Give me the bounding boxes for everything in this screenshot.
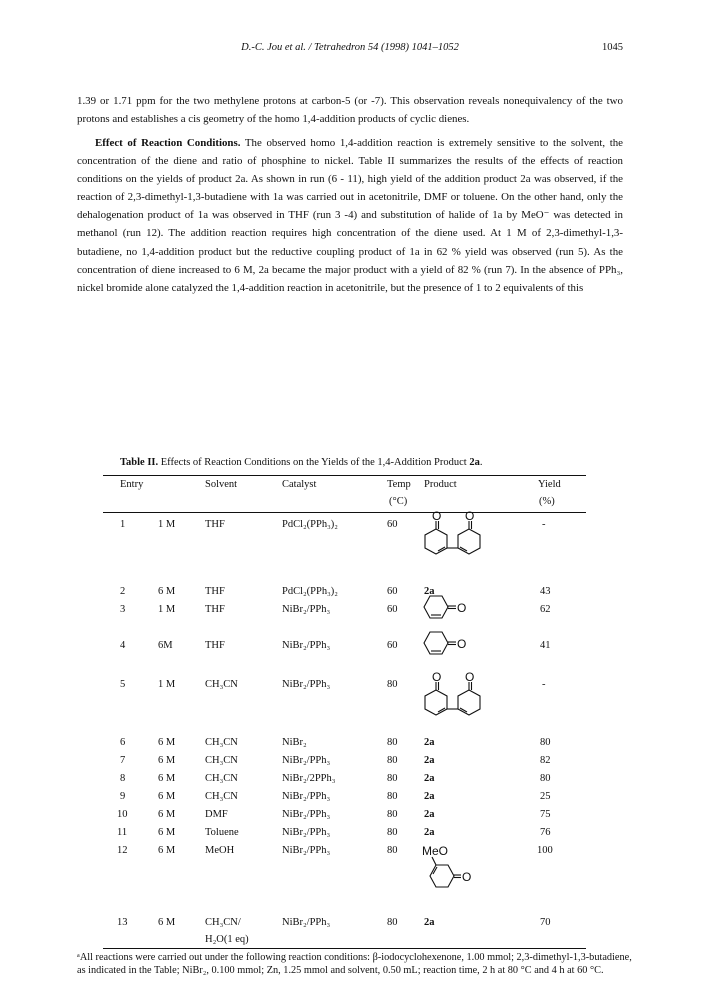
cell-entry: 4: [120, 640, 126, 651]
cell-entry: 5: [120, 679, 126, 690]
table-footnote: ᵃAll reactions were carried out under the following reaction conditions: β-iodocyclohexenone, 1.00 mmol; 2,3-dimethyl-1,3-butadiene, as indicated in the Table; NiBr₂, 0.100 mmol; Zn, 1.25 mmol and solvent, 0.50 mL; reaction time, 2 h at 80 °C and 4 h at 60 °C.: [77, 952, 632, 976]
table-bottom-rule: [103, 948, 586, 949]
cell-entry: 7: [120, 755, 126, 766]
cell-yield: 25: [540, 791, 551, 802]
cell-yield: 76: [540, 827, 551, 838]
cell-conc: 6 M: [158, 845, 176, 856]
cell-conc: 6 M: [158, 755, 176, 766]
table-header-rule: [103, 512, 586, 513]
cell-catalyst: NiBr₂/PPh₃: [282, 604, 331, 615]
cell-catalyst: NiBr₂/PPh₃: [282, 809, 331, 820]
cell-catalyst: NiBr₂/PPh₃: [282, 845, 331, 856]
cell-solvent: THF: [205, 586, 225, 597]
cyclohexenone-structure-2: [418, 629, 478, 665]
cell-temp: 80: [387, 827, 398, 838]
cell-solvent: CH₃CN/: [205, 917, 241, 928]
cell-conc: 6 M: [158, 791, 176, 802]
cell-product: 2a: [424, 737, 435, 748]
oxygen-label: O: [465, 509, 475, 523]
methoxy-label: MeO: [422, 844, 449, 858]
header-product: Product: [424, 479, 457, 490]
cell-conc: 6 M: [158, 773, 176, 784]
paragraph-1: 1.39 or 1.71 ppm for the two methylene protons at carbon-5 (or -7). This observation reveals nonequivalency of the two protons and establishes a cis geometry of the homo 1,4-addition products of cyclic dienes.: [77, 95, 623, 126]
cell-solvent: CH₃CN: [205, 737, 238, 748]
cell-solvent: CH₃CN: [205, 773, 238, 784]
cell-catalyst: NiBr₂/2PPh₃: [282, 773, 336, 784]
running-head-text: D.-C. Jou et al. / Tetrahedron 54 (1998) 1041–1052: [241, 42, 459, 53]
cell-solvent: THF: [205, 519, 225, 530]
cell-yield: 75: [540, 809, 551, 820]
paragraph-2-heading: Effect of Reaction Conditions.: [95, 137, 241, 149]
oxygen-label: O: [457, 601, 467, 615]
oxygen-label: O: [432, 509, 442, 523]
cell-product: 2a: [424, 791, 435, 802]
header-catalyst: Catalyst: [282, 479, 317, 490]
cell-solvent: THF: [205, 640, 225, 651]
cell-conc: 1 M: [158, 679, 176, 690]
cell-entry: 13: [117, 917, 128, 928]
cell-entry: 2: [120, 586, 126, 597]
dimer-structure-1: [416, 509, 496, 565]
table-caption-end: .: [479, 457, 483, 468]
cell-yield: 43: [540, 586, 551, 597]
cell-conc: 1 M: [158, 519, 176, 530]
header-entry: Entry: [120, 479, 144, 490]
cell-entry: 11: [117, 827, 128, 838]
cell-catalyst: NiBr₂/PPh₃: [282, 755, 331, 766]
running-header: [0, 42, 720, 56]
methoxy-cyclohexenone-structure: [420, 843, 490, 895]
cell-entry: 3: [120, 604, 126, 615]
cell-product: 2a: [424, 755, 435, 766]
header-yield: Yield: [538, 479, 561, 490]
cell-catalyst: PdCl₂(PPh₃)₂: [282, 586, 338, 597]
cell-solvent: DMF: [205, 809, 228, 820]
table-caption-text: Effects of Reaction Conditions on the Yields of the 1,4-Addition Product: [158, 457, 470, 468]
header-yield-unit: (%): [539, 496, 555, 507]
cell-solvent-line2: H₂O(1 eq): [205, 934, 249, 945]
header-solvent: Solvent: [205, 479, 238, 490]
oxygen-label: O: [457, 637, 467, 651]
cell-product: 2a: [424, 917, 435, 928]
table-caption: [120, 457, 482, 468]
cell-conc: 6 M: [158, 917, 176, 928]
cell-conc: 6M: [158, 640, 173, 651]
cell-catalyst: NiBr₂/PPh₃: [282, 679, 331, 690]
cell-product: 2a: [424, 586, 435, 597]
cell-conc: 1 M: [158, 604, 176, 615]
page-number: 1045: [602, 42, 623, 53]
cell-temp: 80: [387, 755, 398, 766]
header-temp: Temp: [387, 479, 411, 490]
cell-catalyst: PdCl₂(PPh₃)₂: [282, 519, 338, 530]
cell-yield: 80: [540, 773, 551, 784]
cell-solvent: MeOH: [205, 845, 235, 856]
cell-temp: 60: [387, 586, 398, 597]
cell-product: 2a: [424, 827, 435, 838]
cell-yield: 100: [537, 845, 553, 856]
cell-entry: 12: [117, 845, 128, 856]
cyclohexenone-structure-1: [418, 593, 478, 629]
paragraph-2: [77, 134, 623, 297]
cell-temp: 60: [387, 519, 398, 530]
oxygen-label: O: [432, 670, 442, 684]
cell-yield: 41: [540, 640, 551, 651]
cell-solvent: Toluene: [205, 827, 239, 838]
cell-catalyst: NiBr₂/PPh₃: [282, 791, 331, 802]
cell-entry: 1: [120, 519, 126, 530]
cell-conc: 6 M: [158, 827, 176, 838]
cell-yield: 82: [540, 755, 551, 766]
cell-solvent: THF: [205, 604, 225, 615]
cell-entry: 10: [117, 809, 128, 820]
cell-catalyst: NiBr₂/PPh₃: [282, 827, 331, 838]
cell-temp: 80: [387, 809, 398, 820]
cell-temp: 80: [387, 791, 398, 802]
cell-temp: 60: [387, 640, 398, 651]
cell-temp: 80: [387, 737, 398, 748]
cell-entry: 8: [120, 773, 126, 784]
cell-yield: 80: [540, 737, 551, 748]
ring-left: [425, 529, 447, 554]
cell-temp: 60: [387, 604, 398, 615]
cell-catalyst: NiBr₂/PPh₃: [282, 640, 331, 651]
cell-product: 2a: [424, 809, 435, 820]
cell-solvent: CH₃CN: [205, 791, 238, 802]
cell-temp: 80: [387, 917, 398, 928]
cell-temp: 80: [387, 845, 398, 856]
cell-conc: 6 M: [158, 737, 176, 748]
cell-solvent: CH₃CN: [205, 679, 238, 690]
cell-conc: 6 M: [158, 809, 176, 820]
cell-yield: 70: [540, 917, 551, 928]
paragraph-2-text: The observed homo 1,4-addition reaction is extremely sensitive to the solvent, the concentration of the diene and ratio of phosphine to nickel. Table II summarizes the results of the effects of reaction conditions on the yields of product 2a. As shown in run (6 - 11), high yield of the addition product 2a was observed, if the reaction of 2,3-dimethyl-1,3-butadiene with 1a was carried out in acetonitrile, DMF or toluene. On the other hand, only the dehalogenation product of 1a was observed in THF (run 3 -4) and substitution of halide of 1a by MeO⁻ was detected in methanol (run 12). The addition reaction requires high concentration of the diene used. At 1 M of 2,3-dimethyl-1,3-butadiene, no 1,4-addition product but the reductive coupling product of 1a in 62 % yield was observed (run 5). As the concentration of diene increased to 6 M, 2a became the major product with a yield of 82 % (run 7). In the absence of PPh₃, nickel bromide alone catalyzed the 1,4-addition reaction in acetonitrile, but the presence of 1 to 2 equivalents of this: [77, 137, 624, 294]
table-caption-label: Table II.: [120, 457, 159, 468]
oxygen-label: O: [462, 870, 472, 884]
oxygen-label: O: [465, 670, 475, 684]
cell-yield: 62: [540, 604, 551, 615]
ring-right: [458, 529, 480, 554]
header-temp-unit: (°C): [389, 496, 408, 507]
cell-temp: 80: [387, 679, 398, 690]
cell-catalyst: NiBr₂: [282, 737, 307, 748]
cell-solvent: CH₃CN: [205, 755, 238, 766]
cell-temp: 80: [387, 773, 398, 784]
cell-entry: 9: [120, 791, 126, 802]
cell-catalyst: NiBr₂/PPh₃: [282, 917, 331, 928]
cell-yield: -: [542, 679, 546, 690]
dimer-structure-2: [416, 670, 496, 726]
cell-yield: -: [542, 519, 546, 530]
table-top-rule: [103, 475, 586, 476]
cell-conc: 6 M: [158, 586, 176, 597]
cell-entry: 6: [120, 737, 126, 748]
cell-product: 2a: [424, 773, 435, 784]
table-caption-product: 2a: [469, 457, 480, 468]
